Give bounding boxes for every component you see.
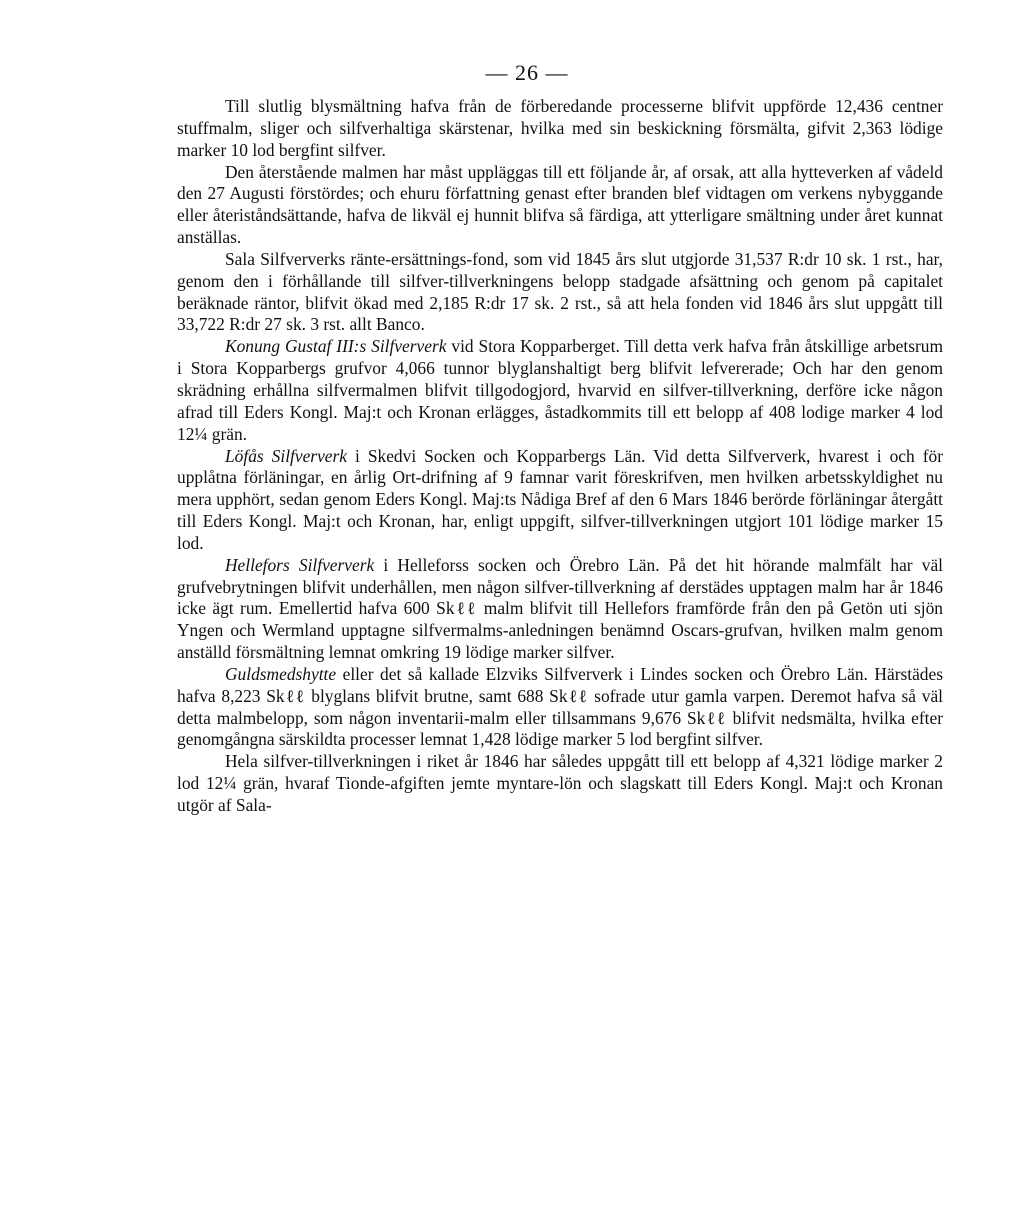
paragraph-lead: Löfås Silfververk [225,445,347,466]
paragraph-lead: Konung Gustaf III:s Silfververk [225,336,447,357]
paragraph-lead: Hellefors Silfververk [225,554,375,575]
paragraph [177,336,943,445]
paragraph-text: i Helleforss socken och Örebro Län. På det hit hörande malmfält har väl grufvebrytningen blifvit underhållen, men någon silfver-tillverkning af derstädes upptagen malm har år 1846 icke ägt rum. Emellertid hafva 600 Skℓℓ malm blifvit till Hellefors framförde från den på Getön uti sjön Yngen och Wermland upptagne silfvermalms-anledningen benämnd Oscars-grufvan, hvilken malm genom anställd försmältning lemnat omkring 19 lödige marker silfver. [177,554,943,663]
paragraph-text: Till slutlig blysmältning hafva från de förberedande processerne blifvit uppförde 12,436 centner stuffmalm, sliger och silfverhaltiga skärstenar, hvilka med sin beskickning försmälta, gifvit 2,363 lödige marker 10 lod bergfint silfver. [177,96,943,160]
paragraph-text: eller det så kallade Elzviks Silfververk i Lindes socken och Örebro Län. Härstädes hafva 8,223 Skℓℓ blyglans blifvit brutne, samt 688 Skℓℓ sofrade utur gamla varpen. Deremot hafva så väl detta malmbelopp, som någon inventarii-malm eller tillsammans 9,676 Skℓℓ blifvit nedsmälta, hvilka efter genomgångna särskildta processer lemnat 1,428 lödige marker 5 lod bergfint silfver. [177,663,943,750]
paragraph-text: i Skedvi Socken och Kopparbergs Län. Vid detta Silfververk, hvarest i och för upplåtna förläningar, en årlig Ort-drifning af 9 famnar varit föreskrifven, men hvilken arbetsskyldighet nu mera upphört, sedan genom Eders Kongl. Maj:ts Nådiga Bref af den 6 Mars 1846 berörde förläningar återgått till Eders Kongl. Maj:t och Kronan, har, enligt uppgift, silfver-tillverkningen utgjort 101 lödige marker 15 lod. [177,445,943,553]
paragraph [177,96,943,162]
page-number: — 26 — [485,60,569,85]
paragraph [177,555,943,664]
body-text [177,96,943,817]
paragraph [177,751,943,817]
paragraph-text: Den återstående malmen har måst uppläggas till ett följande år, af orsak, att alla hytteverken af vådeld den 27 Augusti förstördes; och ehuru författning genast efter branden blef vidtagen om verkens nybyggande eller återiståndsättande, hafva de likväl ej hunnit blifva så färdiga, att ytterligare smältning under året kunnat anställas. [177,161,943,248]
paragraph [177,664,943,751]
paragraph-text: Sala Silfververks ränte-ersättnings-fond, som vid 1845 års slut utgjorde 31,537 R:dr 10 sk. 1 rst., har, genom den i förhållande till silfver-tillverkningens belopp stadgade afsättning och genom på capitalet beräknade räntor, blifvit ökad med 2,185 R:dr 17 sk. 2 rst., så att hela fonden vid 1846 års slut uppgått till 33,722 R:dr 27 sk. 3 rst. allt Banco. [177,248,943,335]
paragraph-text: Hela silfver-tillverkningen i riket år 1846 har således uppgått till ett belopp af 4,321 lödige marker 2 lod 12¼ grän, hvaraf Tionde-afgiften jemte myntare-lön och slagskatt till Eders Kongl. Maj:t och Kronan utgör af Sala- [177,751,943,815]
paragraph [177,249,943,336]
paragraph [177,162,943,249]
paragraph-text: vid Stora Kopparberget. Till detta verk hafva från åtskillige arbetsrum i Stora Kopparbergs grufvor 4,066 tunnor blyglanshaltigt berg blifvit lefvererade; Och har den genom skrädning erhållna silfvermalmen blifvit tillgodogjord, hvarvid en silfver-tillverkning, derföre icke någon afrad till Eders Kongl. Maj:t och Kronan erlägges, åstadkommits till ett belopp af 408 lodige marker 4 lod 12¼ grän. [177,336,943,444]
paragraph-lead: Guldsmedshytte [225,663,337,684]
paragraph [177,446,943,555]
